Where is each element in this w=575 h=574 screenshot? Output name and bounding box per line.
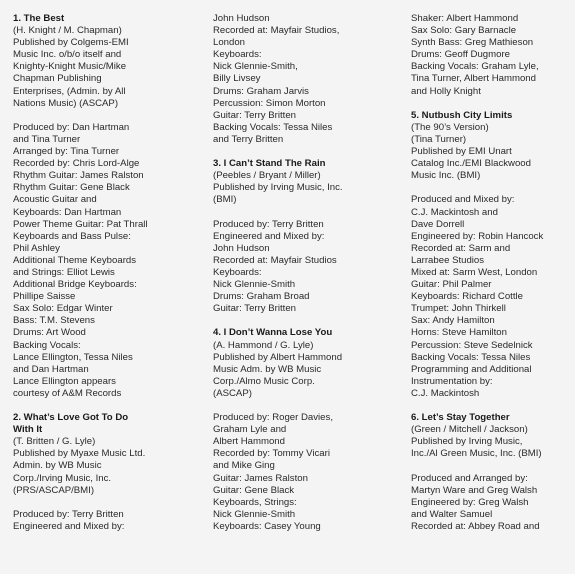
credit-line: Backing Vocals: Tessa Niles (411, 351, 531, 363)
credit-line: Percussion: Simon Morton (213, 97, 326, 109)
track-title: With It (13, 424, 43, 436)
credit-line: Larrabee Studios (411, 254, 485, 266)
credit-line: (T. Britten / G. Lyle) (13, 436, 96, 448)
credit-line: Published by Myaxe Music Ltd. (13, 448, 146, 460)
credit-line: Music Adm. by WB Music (213, 363, 322, 375)
credit-line: Drums: Graham Broad (213, 291, 310, 303)
credit-line: Catalog Inc./EMI Blackwood (411, 158, 531, 170)
credit-line: (Tina Turner) (411, 133, 467, 145)
credit-line: and Tina Turner (13, 133, 81, 145)
credits-column-2 (213, 13, 403, 533)
credit-line: and Dan Hartman (13, 363, 89, 375)
credit-line: Sax Solo: Edgar Winter (13, 303, 113, 315)
credit-line: Backing Vocals: Graham Lyle, (411, 61, 539, 73)
credit-line: Synth Bass: Greg Mathieson (411, 37, 534, 49)
credits-column-3 (411, 13, 569, 533)
credit-line: Keyboards: Richard Cottle (411, 291, 523, 303)
credit-line: Published by Colgems-EMI (13, 37, 129, 49)
credit-line: Power Theme Guitar: Pat Thrall (13, 218, 148, 230)
track-title: 1. The Best (13, 13, 65, 24)
credit-line: Inc./Al Green Music, Inc. (BMI) (411, 448, 542, 460)
credit-line: and Strings: Elliot Lewis (13, 266, 115, 278)
credit-line: Keyboards and Bass Pulse: (13, 230, 131, 242)
credit-line: Music Inc. o/b/o itself and (13, 49, 122, 61)
spacer (213, 400, 403, 412)
credit-line: Produced and Mixed by: (411, 194, 515, 206)
credit-line: Phillipe Saisse (13, 291, 76, 303)
credit-line: Published by EMI Unart (411, 146, 512, 158)
credit-line: and Terry Britten (213, 133, 284, 145)
track-title: 2. What’s Love Got To Do (13, 412, 129, 424)
credit-line: C.J. Mackintosh and (411, 206, 498, 218)
credit-line: Bass: T.M. Stevens (13, 315, 95, 327)
credit-line: (Peebles / Bryant / Miller) (213, 170, 321, 182)
credit-line: Keyboards, Strings: (213, 496, 297, 508)
credit-line: Published by Irving Music, (411, 436, 523, 448)
credit-line: Keyboards: (213, 49, 262, 61)
credit-line: John Hudson (213, 13, 270, 24)
credits-column-1 (13, 13, 203, 533)
credit-line: John Hudson (213, 242, 270, 254)
credit-line: Recorded by: Chris Lord-Alge (13, 158, 140, 170)
spacer (13, 497, 203, 509)
credit-line: Keyboards: (213, 266, 262, 278)
credit-line: Lance Ellington appears (13, 375, 116, 387)
credit-line: Nick Glennie-Smith (213, 508, 296, 520)
credit-line: Sax: Andy Hamilton (411, 315, 495, 327)
credit-line: Enterprises, (Admin. by All (13, 85, 126, 97)
spacer (13, 400, 203, 412)
credit-line: Albert Hammond (213, 436, 285, 448)
credit-line: Corp./Irving Music, Inc. (13, 472, 112, 484)
credit-line: Additional Theme Keyboards (13, 254, 137, 266)
credit-line: Percussion: Steve Sedelnick (411, 339, 533, 351)
credit-line: Nick Glennie-Smith, (213, 61, 298, 73)
credit-line: (The 90’s Version) (411, 121, 489, 133)
credit-line: (ASCAP) (213, 387, 252, 399)
credit-line: Recorded at: Abbey Road and (411, 520, 540, 532)
credit-line: Keyboards: Casey Young (213, 520, 321, 532)
credit-line: Acoustic Guitar and (13, 194, 97, 206)
credit-line: and Holly Knight (411, 85, 481, 97)
credit-line: Produced by: Terry Britten (213, 218, 324, 230)
credit-line: Music Inc. (BMI) (411, 170, 481, 182)
credit-line: Guitar: Terry Britten (213, 109, 296, 121)
spacer (213, 315, 403, 327)
credit-line: Published by Irving Music, Inc. (213, 182, 343, 194)
credit-line: Drums: Geoff Dugmore (411, 49, 510, 61)
credit-line: Guitar: Terry Britten (213, 303, 296, 315)
credit-line: Programming and Additional (411, 363, 532, 375)
credit-line: Additional Bridge Keyboards: (13, 279, 137, 291)
credit-line: Produced by: Terry Britten (13, 508, 124, 520)
credit-line: and Mike Ging (213, 460, 275, 472)
credit-line: Recorded at: Mayfair Studios (213, 254, 337, 266)
credit-line: Nick Glennie-Smith (213, 279, 296, 291)
credit-line: Tina Turner, Albert Hammond (411, 73, 536, 85)
credit-line: Produced by: Dan Hartman (13, 121, 130, 133)
credit-line: Sax Solo: Gary Barnacle (411, 25, 517, 37)
credit-line: Arranged by: Tina Turner (13, 146, 120, 158)
track-title: 4. I Don’t Wanna Lose You (213, 327, 333, 339)
credit-line: Drums: Art Wood (13, 327, 86, 339)
credit-line: Produced by: Roger Davies, (213, 412, 333, 424)
credit-line: Horns: Steve Hamilton (411, 327, 507, 339)
track-title: 5. Nutbush City Limits (411, 109, 513, 121)
credit-line: Admin. by WB Music (13, 460, 102, 472)
track-title: 6. Let’s Stay Together (411, 412, 510, 424)
credit-line: Guitar: Phil Palmer (411, 279, 492, 291)
spacer (411, 460, 569, 472)
credit-line: Mixed at: Sarm West, London (411, 266, 538, 278)
spacer (13, 110, 203, 122)
credit-line: Rhythm Guitar: Gene Black (13, 182, 130, 194)
credit-line: Lance Ellington, Tessa Niles (13, 351, 133, 363)
spacer (411, 182, 569, 194)
credit-line: Published by Albert Hammond (213, 351, 343, 363)
credit-line: (H. Knight / M. Chapman) (13, 25, 122, 37)
spacer (411, 98, 569, 110)
credit-line: Billy Livsey (213, 73, 261, 85)
credit-line: Martyn Ware and Greg Walsh (411, 484, 538, 496)
credit-line: Engineered by: Robin Hancock (411, 230, 544, 242)
credit-line: Keyboards: Dan Hartman (13, 206, 122, 218)
credit-line: Backing Vocals: (13, 339, 81, 351)
credit-line: Engineered and Mixed by: (13, 520, 125, 532)
credit-line: (A. Hammond / G. Lyle) (213, 339, 314, 351)
credit-line: Produced and Arranged by: (411, 472, 528, 484)
credit-line: C.J. Mackintosh (411, 387, 480, 399)
credit-line: and Walter Samuel (411, 508, 493, 520)
credit-line: Graham Lyle and (213, 424, 287, 436)
credit-line: Nations Music) (ASCAP) (13, 97, 119, 109)
credit-line: Knighty-Knight Music/Mike (13, 61, 127, 73)
credit-line: Drums: Graham Jarvis (213, 85, 309, 97)
credit-line: Trumpet: John Thirkell (411, 303, 506, 315)
credit-line: Chapman Publishing (13, 73, 102, 85)
credit-line: (BMI) (213, 194, 237, 206)
credit-line: courtesy of A&M Records (13, 387, 122, 399)
spacer (213, 146, 403, 158)
spacer (411, 400, 569, 412)
credit-line: Rhythm Guitar: James Ralston (13, 170, 144, 182)
credit-line: Engineered by: Greg Walsh (411, 496, 529, 508)
credit-line: Shaker: Albert Hammond (411, 13, 519, 24)
credit-line: Instrumentation by: (411, 375, 493, 387)
credit-line: Recorded at: Mayfair Studios, (213, 25, 340, 37)
credit-line: Backing Vocals: Tessa Niles (213, 121, 333, 133)
credit-line: Guitar: Gene Black (213, 484, 295, 496)
credit-line: (Green / Mitchell / Jackson) (411, 424, 528, 436)
credit-line: Recorded by: Tommy Vicari (213, 448, 330, 460)
credit-line: Dave Dorrell (411, 218, 465, 230)
credit-line: Phil Ashley (13, 242, 60, 254)
credit-line: Guitar: James Ralston (213, 472, 308, 484)
credit-line: Corp./Almo Music Corp. (213, 375, 315, 387)
spacer (213, 207, 403, 219)
credit-line: Engineered and Mixed by: (213, 230, 325, 242)
track-title: 3. I Can’t Stand The Rain (213, 158, 326, 170)
credit-line: (PRS/ASCAP/BMI) (13, 484, 95, 496)
credit-line: Recorded at: Sarm and (411, 242, 511, 254)
credit-line: London (213, 37, 246, 49)
